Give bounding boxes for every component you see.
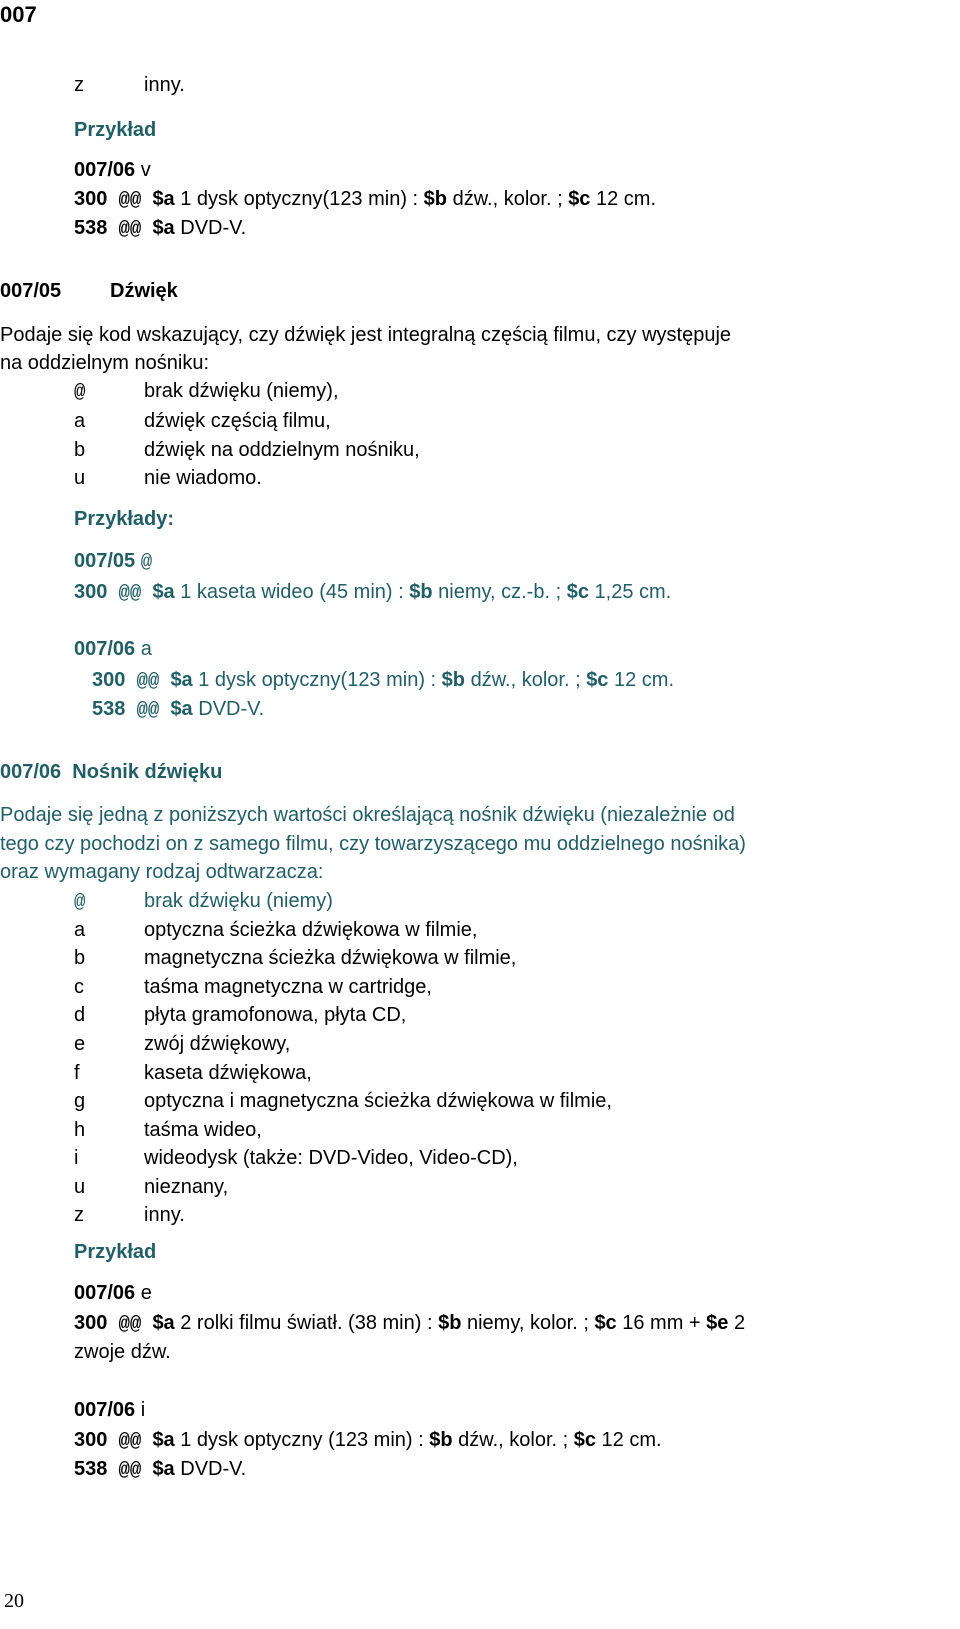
list-item: b dźwięk na oddzielnym nośniku, (74, 439, 420, 461)
example-line: 007/05 @ (74, 550, 153, 573)
example-line: 300 @@ $a 1 dysk optyczny(123 min) : $b dźw., kolor. ; $c 12 cm. (74, 188, 657, 211)
list-item: f kaseta dźwiękowa, (74, 1062, 312, 1084)
example-label: Przykład (74, 119, 157, 141)
example-line: 538 @@ $a DVD-V. (92, 698, 265, 721)
list-item: b magnetyczna ścieżka dźwiękowa w filmie, (74, 947, 517, 969)
list-item: u nie wiadomo. (74, 467, 262, 489)
example-line: 300 @@ $a 1 kaseta wideo (45 min) : $b niemy, cz.-b. ; $c 1,25 cm. (74, 581, 672, 604)
section-description: Podaje się kod wskazujący, czy dźwięk jest integralną częścią filmu, czy występuje (0, 324, 732, 346)
example-line: 300 @@ $a 1 dysk optyczny (123 min) : $b dźw., kolor. ; $c 12 cm. (74, 1429, 662, 1452)
section-description: Podaje się jedną z poniższych wartości określającą nośnik dźwięku (niezależnie od (0, 804, 735, 826)
list-item: h taśma wideo, (74, 1119, 262, 1141)
list-item: i wideodysk (także: DVD-Video, Video-CD), (74, 1147, 518, 1169)
example-line: 300 @@ $a 1 dysk optyczny(123 min) : $b dźw., kolor. ; $c 12 cm. (92, 669, 675, 692)
list-item: a dźwięk częścią filmu, (74, 410, 331, 432)
list-item: d płyta gramofonowa, płyta CD, (74, 1004, 407, 1026)
example-line: 538 @@ $a DVD-V. (74, 217, 247, 240)
list-item: z inny. (74, 1204, 185, 1226)
page-header: 007 (0, 2, 37, 27)
section-description: oraz wymagany rodzaj odtwarzacza: (0, 861, 324, 883)
example-line: zwoje dźw. (74, 1341, 171, 1363)
section-heading: 007/06 Nośnik dźwięku (0, 761, 223, 783)
list-item: u nieznany, (74, 1176, 229, 1198)
section-heading: 007/05 Dźwięk (0, 280, 178, 302)
section-description: na oddzielnym nośniku: (0, 352, 210, 374)
example-label: Przykład (74, 1241, 157, 1263)
list-item: a optyczna ścieżka dźwiękowa w filmie, (74, 919, 478, 941)
list-item: g optyczna i magnetyczna ścieżka dźwiękowa w filmie, (74, 1090, 612, 1112)
list-item: e zwój dźwiękowy, (74, 1033, 291, 1055)
page-number: 20 (4, 1590, 24, 1612)
list-item: c taśma magnetyczna w cartridge, (74, 976, 432, 998)
example-line: 007/06 v (74, 159, 151, 181)
example-line: 300 @@ $a 2 rolki filmu światł. (38 min) : $b niemy, kolor. ; $c 16 mm + $e 2 (74, 1312, 746, 1335)
list-item: @ brak dźwięku (niemy), (74, 380, 339, 403)
list-item: @ brak dźwięku (niemy) (74, 890, 333, 913)
list-item: z inny. (74, 74, 185, 96)
examples-label: Przykłady: (74, 508, 175, 530)
example-line: 007/06 e (74, 1282, 152, 1304)
section-description: tego czy pochodzi on z samego filmu, czy towarzyszącego mu oddzielnego nośnika) (0, 833, 746, 855)
example-line: 538 @@ $a DVD-V. (74, 1458, 247, 1481)
example-line: 007/06 a (74, 638, 152, 660)
example-line: 007/06 i (74, 1399, 146, 1421)
